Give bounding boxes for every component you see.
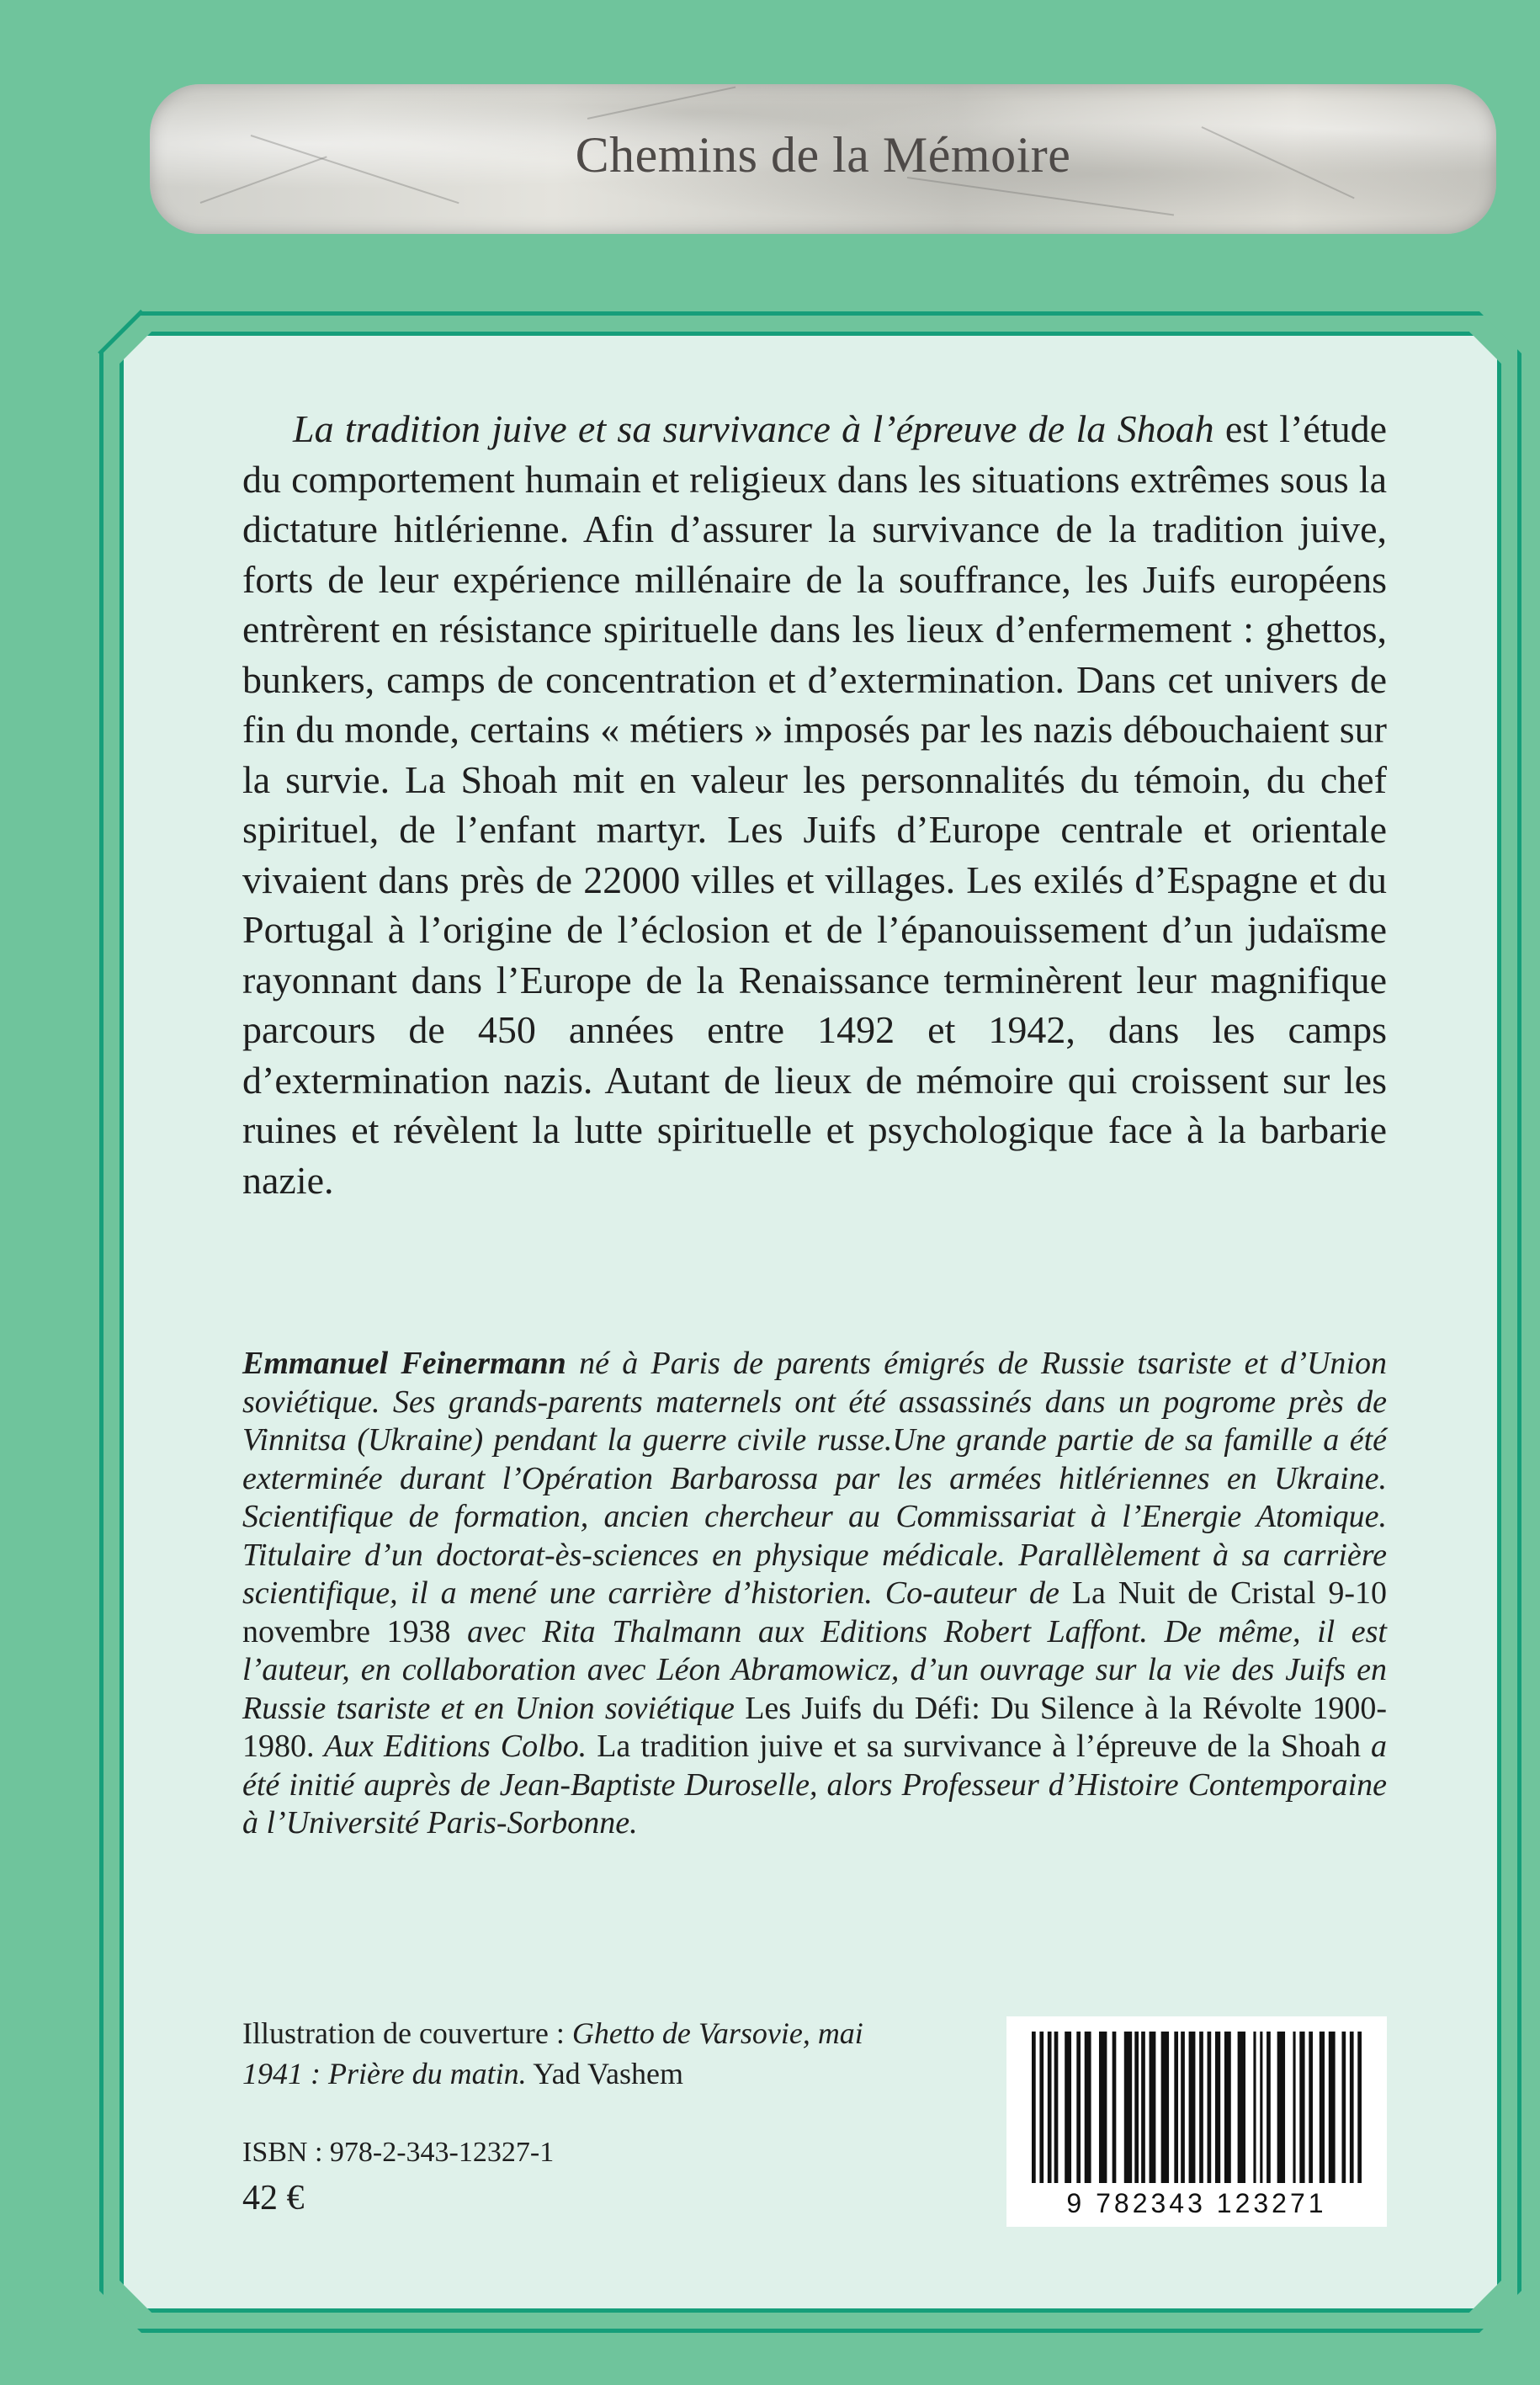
barcode-bar [1134,2032,1139,2183]
illustration-label: Illustration de couverture : [242,2016,572,2050]
barcode-bar [1329,2032,1336,2183]
bio-text: a été initié auprès de Jean-Baptiste Duroselle, alors Professeur d’Histoire Contemporaine à l’Université Paris-Sorbonne. [242,1729,1388,1841]
illustration-credit [242,2013,882,2094]
barcode-bar [1357,2032,1362,2183]
illustration-source: Yad Vashem [526,2057,683,2090]
barcode [1006,2016,1387,2227]
barcode-bar [1189,2032,1196,2183]
barcode-bar [1113,2032,1117,2183]
barcode-bar [1039,2032,1043,2183]
barcode-bar [1267,2032,1271,2183]
barcode-bar [1293,2032,1295,2183]
barcode-bar [1277,2032,1285,2183]
barcode-bar [1141,2032,1145,2183]
barcode-bar [1048,2032,1052,2183]
bio-work-title: La Nuit de Cristal 9-10 novembre 1938 [242,1575,1387,1649]
barcode-bar [1224,2032,1231,2183]
barcode-bar [1215,2032,1220,2183]
barcode-bar [1161,2032,1169,2183]
isbn: ISBN : 978-2-343-12327-1 [242,2137,555,2168]
book-title: La tradition juive et sa survivance à l’épreuve de la Shoah [293,407,1214,450]
price: 42 € [242,2179,305,2218]
barcode-bar [1065,2032,1071,2183]
series-title: Chemins de la Mémoire [575,127,1071,183]
barcode-bar [1309,2032,1313,2183]
barcode-bar [1260,2032,1262,2183]
barcode-bar [1208,2032,1212,2183]
barcode-bar [1341,2032,1346,2183]
barcode-bars [1006,2016,1387,2189]
barcode-bar [1199,2032,1203,2183]
author-name: Emmanuel Feinermann [242,1346,566,1381]
barcode-bar [1299,2032,1304,2183]
illustration-title: Ghetto de Varsovie, mai 1941 : Prière du matin. [242,2016,863,2090]
bio-text: Aux Editions Colbo. [314,1729,597,1764]
barcode-bar [1124,2032,1132,2183]
book-summary [242,404,1387,1205]
barcode-bar [1238,2032,1245,2183]
series-banner [150,84,1496,234]
barcode-bar [1350,2032,1354,2183]
barcode-bar [1054,2032,1059,2183]
barcode-bar [1174,2032,1178,2183]
barcode-bar [1150,2032,1156,2183]
barcode-bar [1320,2032,1325,2183]
summary-text: est l’étude du comportement humain et religieux dans les situations extrêmes sous la dictature hitlérienne. Afin d’assurer la survivance de la tradition juive, forts de leur expérience millénaire de la souffrance, les Juifs européens entrèrent en résistance spirituelle dans les lieux d’enfermement : ghettos, bunkers, camps de concentration et d’extermination. Dans cet univers de fin du monde, certains « métiers » imposés par les nazis débouchaient sur la survie. La Shoah mit en valeur les personnalités du témoin, du chef spirituel, de l’enfant martyr. Les Juifs d’Europe centrale et orientale vivaient dans près de 22000 villes et villages. Les exilés d’Espagne et du Portugal à l’origine de l’éclosion et de l’épanouissement d’un judaïsme rayonnant dans l’Europe de la Renaissance terminèrent leur magnifique parcours de 450 années entre 1492 et 1942, dans les camps d’extermination nazis. Autant de lieux de mémoire qui croissent sur les ruines et révèlent la lutte spirituelle et psychologique face à la barbarie nazie. [242,407,1388,1202]
bio-work-title: Les Juifs du Défi: Du Silence à la Révolte 1900-1980. [242,1690,1387,1764]
barcode-bar [1076,2032,1081,2183]
author-bio [242,1345,1387,1843]
barcode-bar [1253,2032,1256,2183]
bio-work-title: La tradition juive et sa survivance à l’épreuve de la Shoah [597,1729,1361,1764]
barcode-bar [1032,2032,1036,2183]
barcode-digits: 9 782343 123271 [1066,2188,1327,2218]
bio-text: avec Rita Thalmann aux Editions Robert Laffont. De même, il est l’auteur, en collaboration avec Léon Abramowicz, d’un ouvrage sur la vie des Juifs en Russie tsariste et en Union soviétique [242,1613,1387,1726]
barcode-bar [1085,2032,1091,2183]
bio-text: né à Paris de parents émigrés de Russie tsariste et d’Union soviétique. Ses grands-parents maternels ont été assassinés dans un pogrome près de Vinnitsa (Ukraine) pendant la guerre civile russe.Une grande partie de sa famille a été exterminée durant l’Opération Barbarossa par les armées hitlériennes en Ukraine. Scientifique de formation, ancien chercheur au Commissariat à l’Energie Atomique. Titulaire d’un doctorat-ès-sciences en physique médicale. Parallèlement à sa carrière scientifique, il a mené une carrière d’historien. Co-auteur de [242,1346,1387,1611]
barcode-bar [1181,2032,1185,2183]
barcode-bar [1099,2032,1107,2183]
